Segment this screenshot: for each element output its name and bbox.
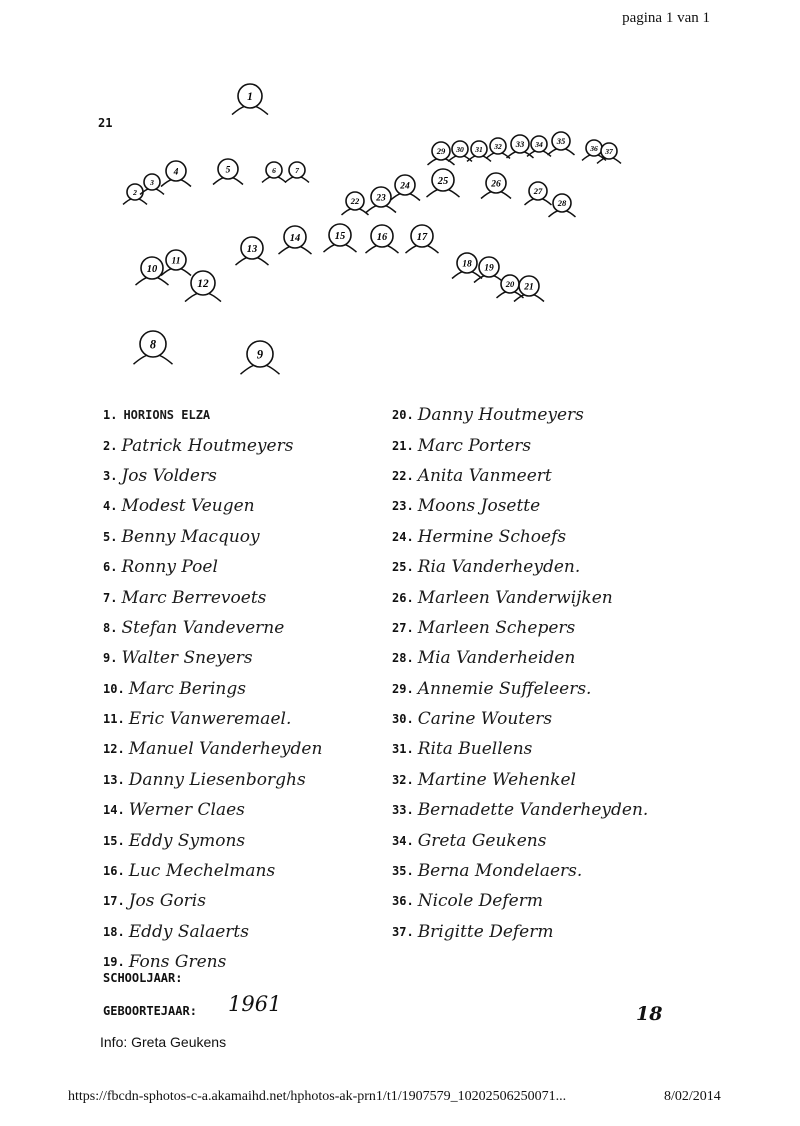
person-marker-30 bbox=[448, 141, 472, 161]
entry-number: 17. bbox=[103, 894, 125, 909]
name-entry bbox=[392, 674, 752, 704]
entry-number: 21. bbox=[392, 438, 414, 453]
entry-number: 25. bbox=[392, 560, 414, 575]
entry-name: Hermine Schoefs bbox=[417, 526, 567, 547]
entry-number: 5. bbox=[103, 529, 118, 544]
name-entry bbox=[392, 461, 752, 491]
entry-number: 29. bbox=[392, 681, 414, 696]
person-number: 20 bbox=[505, 279, 515, 290]
person-marker-8 bbox=[134, 331, 173, 364]
entry-number: 9. bbox=[103, 651, 118, 666]
person-number: 28 bbox=[557, 198, 567, 209]
person-number: 5 bbox=[225, 165, 231, 176]
entry-name: Nicole Deferm bbox=[417, 891, 543, 912]
person-number: 27 bbox=[533, 186, 543, 197]
person-marker-35 bbox=[548, 132, 575, 155]
person-marker-29 bbox=[428, 142, 455, 165]
name-entry bbox=[392, 704, 752, 734]
person-number: 31 bbox=[475, 144, 483, 154]
entry-name: Marc Berings bbox=[128, 678, 246, 699]
name-entry bbox=[392, 886, 752, 916]
entry-number: 34. bbox=[392, 833, 414, 848]
name-entry bbox=[103, 765, 393, 795]
person-number: 26 bbox=[491, 179, 501, 190]
entry-name: Carine Wouters bbox=[417, 709, 553, 730]
entry-name: Eddy Symons bbox=[128, 830, 246, 851]
person-marker-9 bbox=[241, 341, 280, 374]
person-marker-10 bbox=[136, 257, 169, 285]
person-number: 30 bbox=[456, 144, 464, 154]
entry-number: 15. bbox=[103, 833, 125, 848]
name-entry bbox=[103, 461, 393, 491]
entry-name: Benny Macquoy bbox=[121, 526, 260, 547]
person-marker-2 bbox=[123, 184, 147, 204]
schooljaar-label: SCHOOLJAAR: bbox=[103, 971, 183, 985]
person-number: 18 bbox=[462, 259, 472, 270]
person-number: 29 bbox=[436, 146, 446, 157]
entry-number: 14. bbox=[103, 803, 125, 818]
name-entry bbox=[103, 825, 393, 855]
entry-number: 3. bbox=[103, 468, 118, 483]
entry-name: Danny Houtmeyers bbox=[417, 405, 584, 426]
name-entry bbox=[103, 674, 393, 704]
entry-name: Marleen Schepers bbox=[417, 617, 576, 638]
person-number: 33 bbox=[515, 139, 525, 150]
name-entry bbox=[392, 765, 752, 795]
entry-name: Patrick Houtmeyers bbox=[121, 435, 294, 456]
entry-number: 20. bbox=[392, 408, 414, 423]
name-entry bbox=[103, 613, 393, 643]
entry-number: 16. bbox=[103, 864, 125, 879]
person-marker-26 bbox=[481, 173, 511, 199]
entry-name: HORIONS ELZA bbox=[123, 408, 211, 423]
entry-number: 28. bbox=[392, 651, 414, 666]
person-number: 25 bbox=[437, 175, 449, 187]
person-number: 6 bbox=[272, 165, 276, 175]
person-number: 14 bbox=[289, 232, 301, 244]
person-marker-7 bbox=[285, 162, 309, 182]
person-marker-1 bbox=[232, 84, 268, 115]
person-number: 8 bbox=[149, 337, 157, 352]
person-marker-16 bbox=[366, 225, 399, 253]
entry-name: Luc Mechelmans bbox=[128, 861, 276, 882]
person-number: 17 bbox=[416, 231, 428, 243]
page-indicator: pagina 1 van 1 bbox=[622, 10, 710, 26]
entry-name: Bernadette Vanderheyden. bbox=[417, 800, 649, 821]
entry-name: Anita Vanmeert bbox=[417, 465, 552, 486]
person-marker-17 bbox=[406, 225, 439, 253]
person-number: 24 bbox=[400, 181, 410, 192]
entry-number: 10. bbox=[103, 681, 125, 696]
photo-number: 21 bbox=[98, 116, 113, 130]
person-marker-5 bbox=[213, 159, 243, 185]
entry-name: Danny Liesenborghs bbox=[128, 769, 306, 790]
entry-name: Marc Berrevoets bbox=[121, 587, 267, 608]
person-number: 2 bbox=[133, 187, 137, 197]
name-entry bbox=[103, 917, 393, 947]
name-entry bbox=[392, 734, 752, 764]
entry-number: 4. bbox=[103, 499, 118, 514]
person-marker-13 bbox=[236, 237, 269, 265]
entry-number: 2. bbox=[103, 438, 118, 453]
person-number: 35 bbox=[556, 136, 566, 147]
name-entry bbox=[103, 491, 393, 521]
entry-number: 6. bbox=[103, 560, 118, 575]
name-entry bbox=[103, 704, 393, 734]
name-entry bbox=[103, 643, 393, 673]
entry-name: Mia Vanderheiden bbox=[417, 648, 576, 669]
name-entry bbox=[392, 613, 752, 643]
entry-number: 1. bbox=[103, 408, 118, 423]
entry-name: Manuel Vanderheyden bbox=[128, 739, 323, 760]
geboortejaar-value: 1961 bbox=[228, 992, 282, 1016]
entry-name: Ronny Poel bbox=[121, 557, 218, 578]
source-url: https://fbcdn-sphotos-c-a.akamaihd.net/hphotos-ak-prn1/t1/1907579_10202506250071... bbox=[68, 1089, 567, 1104]
entry-name: Moons Josette bbox=[417, 496, 541, 517]
entry-number: 23. bbox=[392, 499, 414, 514]
person-marker-31 bbox=[467, 141, 491, 161]
name-entry bbox=[103, 734, 393, 764]
person-marker-3 bbox=[140, 174, 164, 194]
person-number: 7 bbox=[295, 165, 299, 175]
person-number: 23 bbox=[376, 193, 386, 204]
name-entry bbox=[103, 430, 393, 460]
entry-name: Jos Goris bbox=[128, 891, 206, 912]
entry-name: Annemie Suffeleers. bbox=[417, 678, 592, 699]
person-marker-34 bbox=[527, 136, 551, 156]
person-number: 4 bbox=[173, 167, 179, 178]
entry-number: 22. bbox=[392, 468, 414, 483]
person-number: 37 bbox=[605, 146, 613, 156]
class-photo-diagram bbox=[0, 0, 800, 400]
name-entry bbox=[103, 400, 393, 430]
person-marker-11 bbox=[161, 250, 191, 276]
entry-number: 26. bbox=[392, 590, 414, 605]
entry-name: Walter Sneyers bbox=[121, 648, 253, 669]
names-list-right bbox=[392, 400, 752, 947]
person-number: 22 bbox=[350, 196, 360, 207]
person-marker-15 bbox=[324, 224, 357, 252]
person-marker-22 bbox=[342, 192, 369, 215]
entry-number: 13. bbox=[103, 772, 125, 787]
entry-name: Marc Porters bbox=[417, 435, 532, 456]
person-number: 34 bbox=[535, 139, 543, 149]
entry-number: 35. bbox=[392, 864, 414, 879]
person-marker-28 bbox=[549, 194, 576, 217]
name-entry bbox=[392, 552, 752, 582]
person-number: 9 bbox=[256, 347, 264, 362]
name-entry bbox=[103, 552, 393, 582]
name-entry bbox=[392, 522, 752, 552]
name-entry bbox=[392, 825, 752, 855]
entry-number: 30. bbox=[392, 712, 414, 727]
name-entry bbox=[392, 643, 752, 673]
person-marker-14 bbox=[279, 226, 312, 254]
entry-name: Rita Buellens bbox=[417, 739, 533, 760]
entry-name: Jos Volders bbox=[121, 465, 217, 486]
name-entry bbox=[103, 522, 393, 552]
entry-number: 12. bbox=[103, 742, 125, 757]
name-entry bbox=[103, 582, 393, 612]
person-number: 21 bbox=[524, 282, 534, 293]
person-number: 16 bbox=[376, 231, 388, 243]
person-number: 36 bbox=[590, 143, 598, 153]
name-entry bbox=[103, 856, 393, 886]
geboortejaar-label: GEBOORTEJAAR: bbox=[103, 1004, 197, 1018]
print-date: 8/02/2014 bbox=[664, 1089, 721, 1104]
entry-name: Brigitte Deferm bbox=[417, 921, 554, 942]
person-number: 11 bbox=[171, 256, 181, 267]
entry-number: 19. bbox=[103, 955, 125, 970]
entry-name: Greta Geukens bbox=[417, 830, 547, 851]
entry-name: Martine Wehenkel bbox=[417, 769, 576, 790]
person-number: 15 bbox=[334, 230, 346, 242]
entry-name: Modest Veugen bbox=[121, 496, 255, 517]
name-entry bbox=[103, 886, 393, 916]
entry-name: Werner Claes bbox=[128, 800, 245, 821]
name-entry bbox=[392, 856, 752, 886]
names-list-left bbox=[103, 400, 393, 977]
name-entry bbox=[392, 917, 752, 947]
entry-number: 36. bbox=[392, 894, 414, 909]
entry-name: Berna Mondelaers. bbox=[417, 861, 583, 882]
page-number: 18 bbox=[636, 1003, 663, 1025]
entry-number: 24. bbox=[392, 529, 414, 544]
entry-name: Eddy Salaerts bbox=[128, 921, 249, 942]
name-entry bbox=[392, 430, 752, 460]
name-entry bbox=[392, 400, 752, 430]
entry-number: 18. bbox=[103, 924, 125, 939]
person-marker-32 bbox=[486, 138, 510, 158]
name-entry bbox=[103, 795, 393, 825]
person-marker-19 bbox=[474, 257, 504, 283]
name-entry bbox=[392, 491, 752, 521]
person-marker-6 bbox=[262, 162, 286, 182]
person-number: 1 bbox=[247, 91, 253, 104]
person-marker-25 bbox=[427, 169, 460, 197]
entry-number: 7. bbox=[103, 590, 118, 605]
person-number: 12 bbox=[197, 278, 209, 291]
entry-name: Stefan Vandeverne bbox=[121, 617, 285, 638]
entry-number: 33. bbox=[392, 803, 414, 818]
person-number: 10 bbox=[146, 263, 158, 275]
entry-name: Ria Vanderheyden. bbox=[417, 557, 581, 578]
name-entry bbox=[392, 582, 752, 612]
info-line: Info: Greta Geukens bbox=[100, 1034, 227, 1050]
person-marker-4 bbox=[161, 161, 191, 187]
entry-name: Eric Vanweremael. bbox=[128, 709, 292, 730]
person-number: 19 bbox=[484, 263, 494, 274]
entry-name: Marleen Vanderwijken bbox=[417, 587, 613, 608]
entry-number: 32. bbox=[392, 772, 414, 787]
person-number: 32 bbox=[494, 141, 502, 151]
person-marker-27 bbox=[525, 182, 552, 205]
entry-number: 37. bbox=[392, 924, 414, 939]
person-marker-18 bbox=[452, 253, 482, 279]
name-entry bbox=[392, 795, 752, 825]
entry-number: 31. bbox=[392, 742, 414, 757]
person-marker-24 bbox=[390, 175, 420, 201]
person-number: 13 bbox=[246, 243, 258, 255]
entry-number: 11. bbox=[103, 712, 125, 727]
entry-number: 27. bbox=[392, 620, 414, 635]
entry-name: Fons Grens bbox=[128, 952, 227, 973]
person-number: 3 bbox=[150, 177, 154, 187]
entry-number: 8. bbox=[103, 620, 118, 635]
